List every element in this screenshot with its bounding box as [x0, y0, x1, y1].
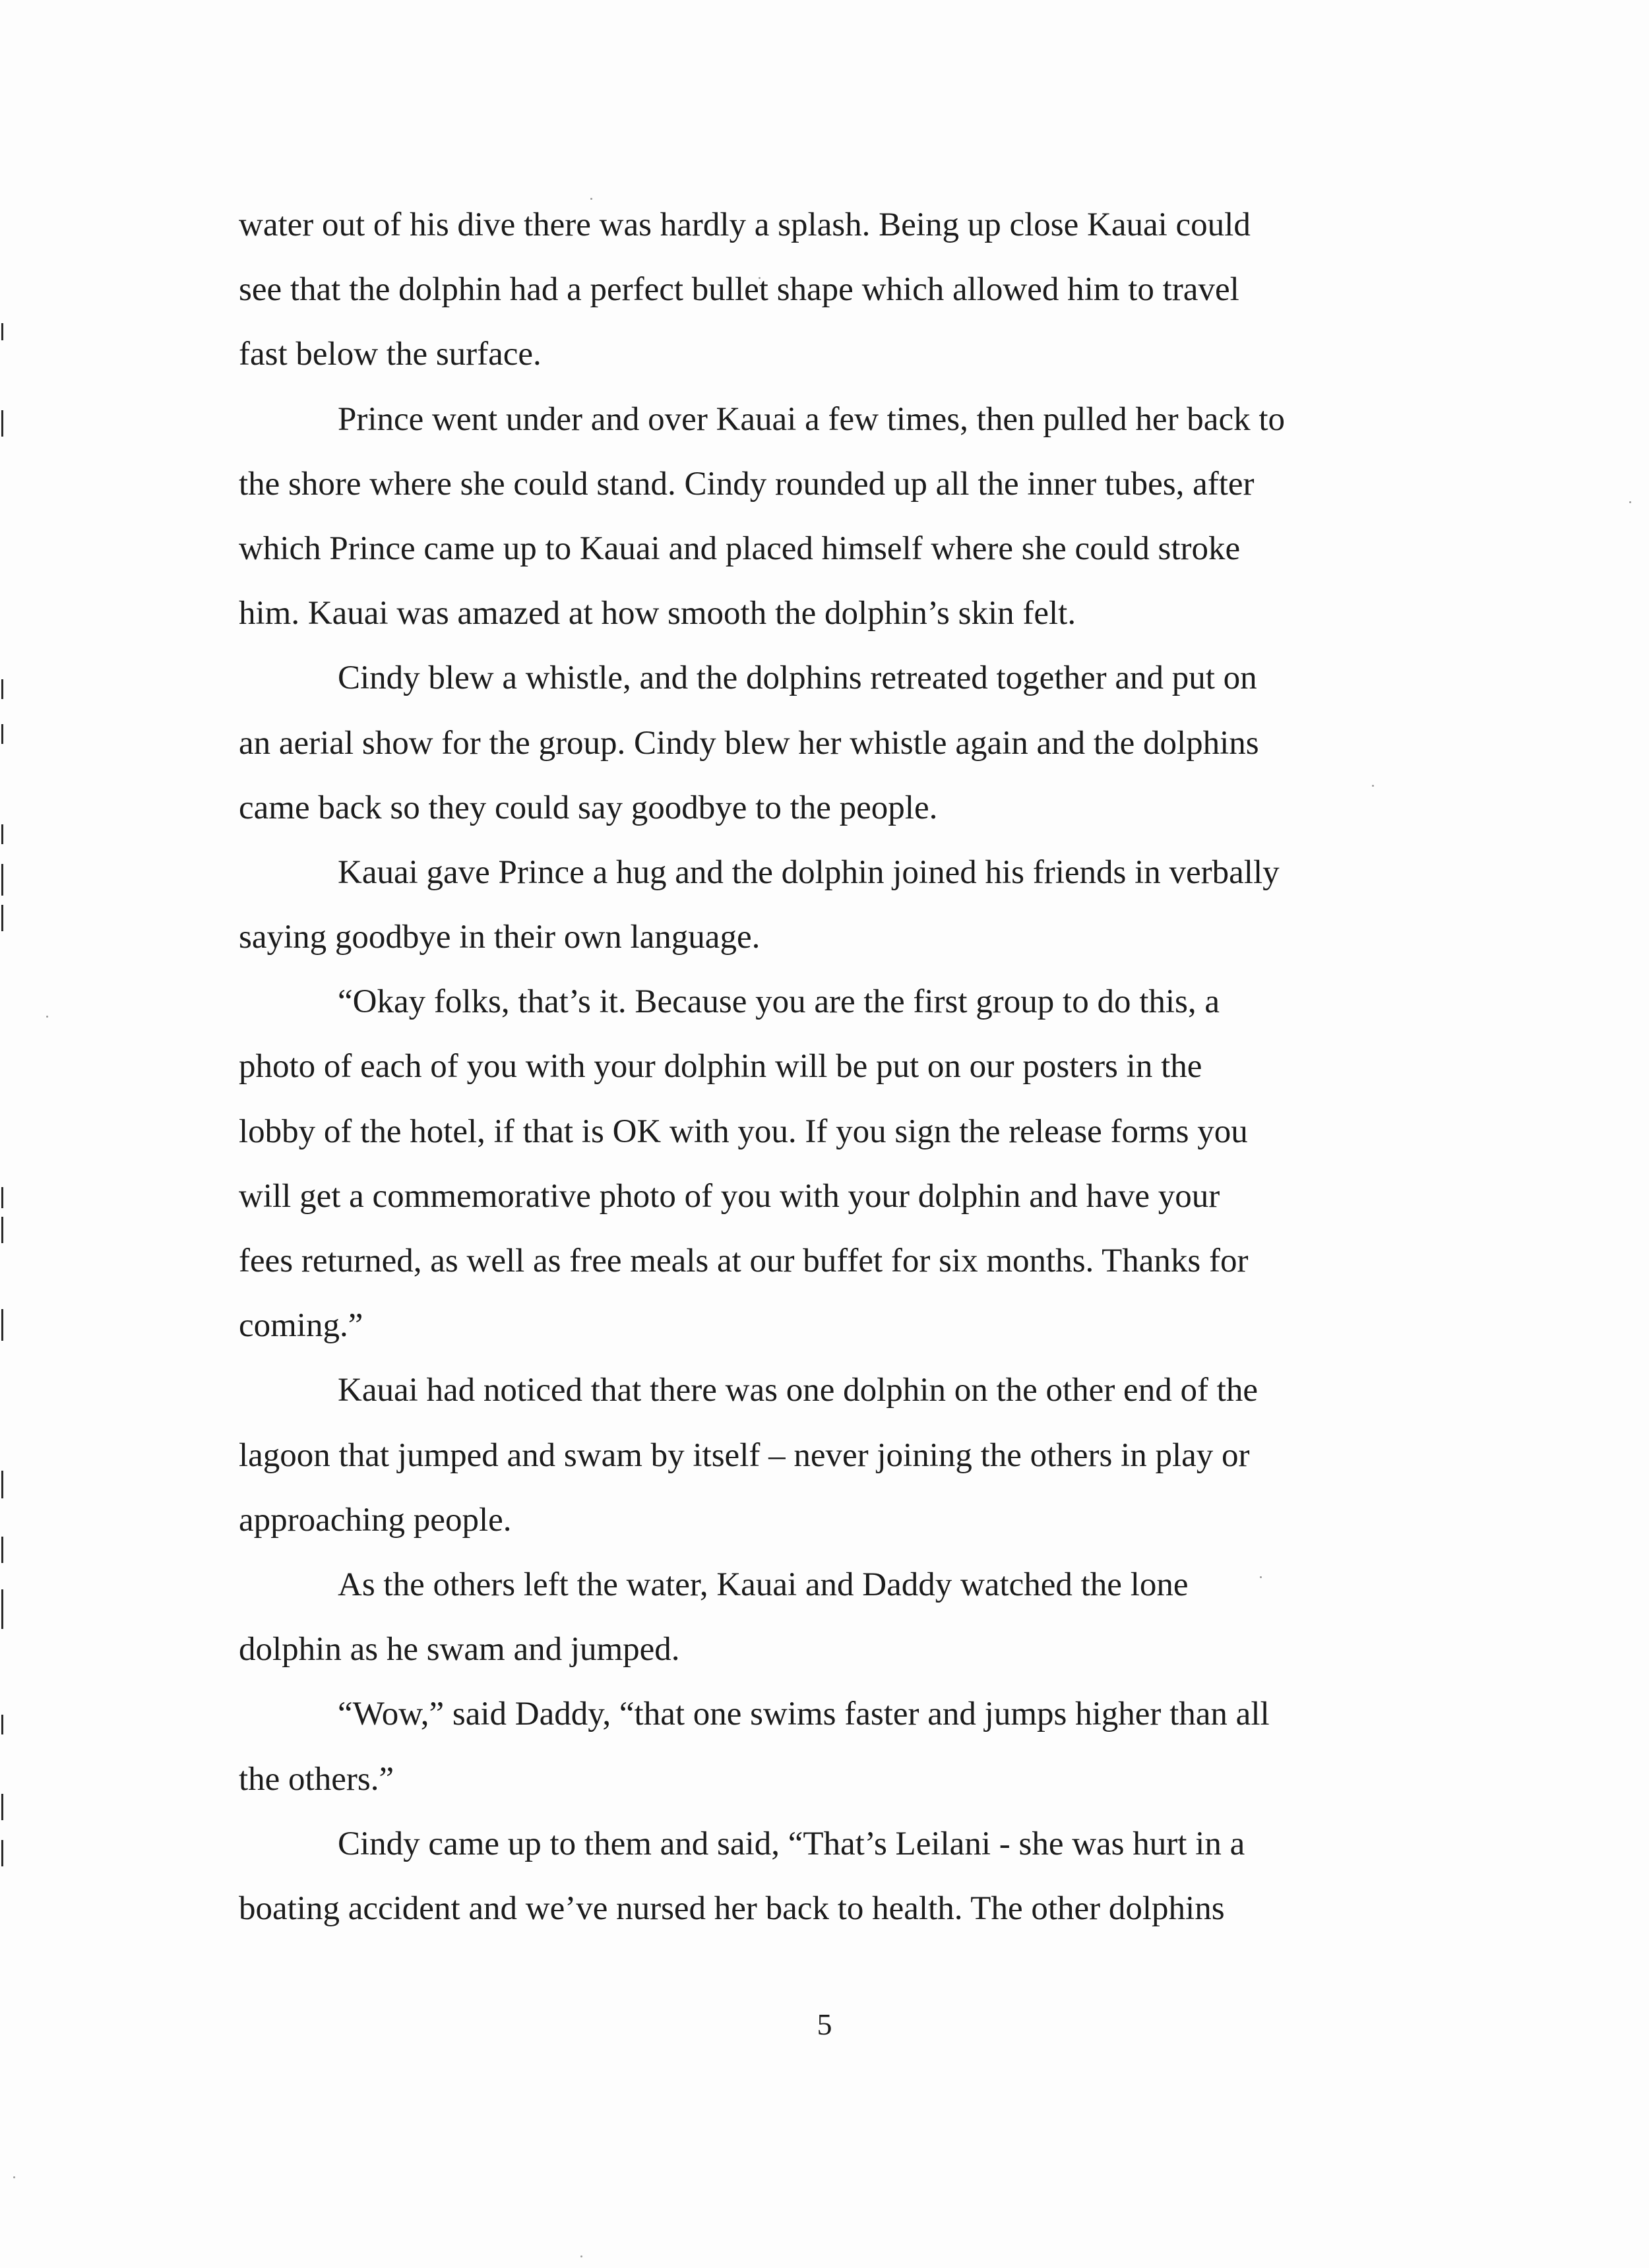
- text-line: Cindy came up to them and said, “That’s Leilani - she was hurt in a: [338, 1825, 1245, 1862]
- scan-edge-mark: [1, 1794, 3, 1820]
- text-line: photo of each of you with your dolphin will be put on our posters in the: [239, 1048, 1202, 1086]
- body-text: [239, 193, 1413, 1941]
- text-line: an aerial show for the group. Cindy blew her whistle again and the dolphins: [239, 724, 1259, 762]
- scan-edge-mark: [1, 323, 3, 340]
- text-line: fast below the surface.: [239, 336, 542, 373]
- text-line: water out of his dive there was hardly a splash. Being up close Kauai could: [239, 206, 1251, 243]
- text-line: came back so they could say goodbye to the people.: [239, 789, 938, 826]
- text-line: saying goodbye in their own language.: [239, 919, 761, 956]
- scan-speck: [46, 1016, 48, 1018]
- scan-edge-mark: [1, 1537, 3, 1563]
- scan-speck: [1629, 501, 1631, 503]
- scan-edge-mark: [1, 824, 3, 844]
- text-line: “Wow,” said Daddy, “that one swims faster and jumps higher than all: [338, 1696, 1270, 1733]
- scan-edge-mark: [1, 1715, 3, 1734]
- scan-speck: [13, 2176, 15, 2178]
- text-line: lobby of the hotel, if that is OK with you. If you sign the release forms you: [239, 1113, 1248, 1150]
- text-line: him. Kauai was amazed at how smooth the dolphin’s skin felt.: [239, 595, 1076, 632]
- text-line: Kauai had noticed that there was one dolphin on the other end of the: [338, 1372, 1258, 1409]
- scan-edge-mark: [1, 679, 3, 699]
- text-line: Cindy blew a whistle, and the dolphins retreated together and put on: [338, 659, 1257, 697]
- scan-edge-mark: [1, 1309, 3, 1341]
- text-line: coming.”: [239, 1307, 363, 1345]
- text-line: fees returned, as well as free meals at our buffet for six months. Thanks for: [239, 1242, 1249, 1279]
- text-line: As the others left the water, Kauai and Daddy watched the lone: [338, 1566, 1189, 1603]
- scan-edge-mark: [1, 410, 3, 437]
- text-line: approaching people.: [239, 1501, 512, 1539]
- text-line: see that the dolphin had a perfect bullet shape which allowed him to travel: [239, 271, 1239, 309]
- text-line: lagoon that jumped and swam by itself – never joining the others in play or: [239, 1436, 1250, 1474]
- text-line: boating accident and we’ve nursed her back to health. The other dolphins: [239, 1889, 1225, 1927]
- scan-edge-mark: [1, 864, 3, 896]
- text-line: “Okay folks, that’s it. Because you are the first group to do this, a: [338, 983, 1220, 1021]
- scan-edge-mark: [1, 1217, 3, 1243]
- scan-speck: [580, 2255, 582, 2257]
- text-line: the others.”: [239, 1760, 394, 1798]
- text-line: which Prince came up to Kauai and placed himself where she could stroke: [239, 530, 1241, 567]
- scan-edge-mark: [1, 1471, 3, 1498]
- scan-edge-mark: [1, 724, 3, 744]
- text-line: dolphin as he swam and jumped.: [239, 1631, 680, 1669]
- scan-edge-mark: [1, 1840, 3, 1866]
- scan-edge-mark: [1, 1589, 3, 1629]
- page-number: 5: [817, 2007, 832, 2041]
- scan-edge-mark: [1, 1187, 3, 1208]
- text-line: the shore where she could stand. Cindy rounded up all the inner tubes, after: [239, 465, 1255, 503]
- scan-edge-mark: [1, 905, 3, 931]
- text-line: Kauai gave Prince a hug and the dolphin joined his friends in verbally: [338, 853, 1280, 891]
- text-line: Prince went under and over Kauai a few times, then pulled her back to: [338, 400, 1285, 438]
- text-line: will get a commemorative photo of you with your dolphin and have your: [239, 1177, 1220, 1215]
